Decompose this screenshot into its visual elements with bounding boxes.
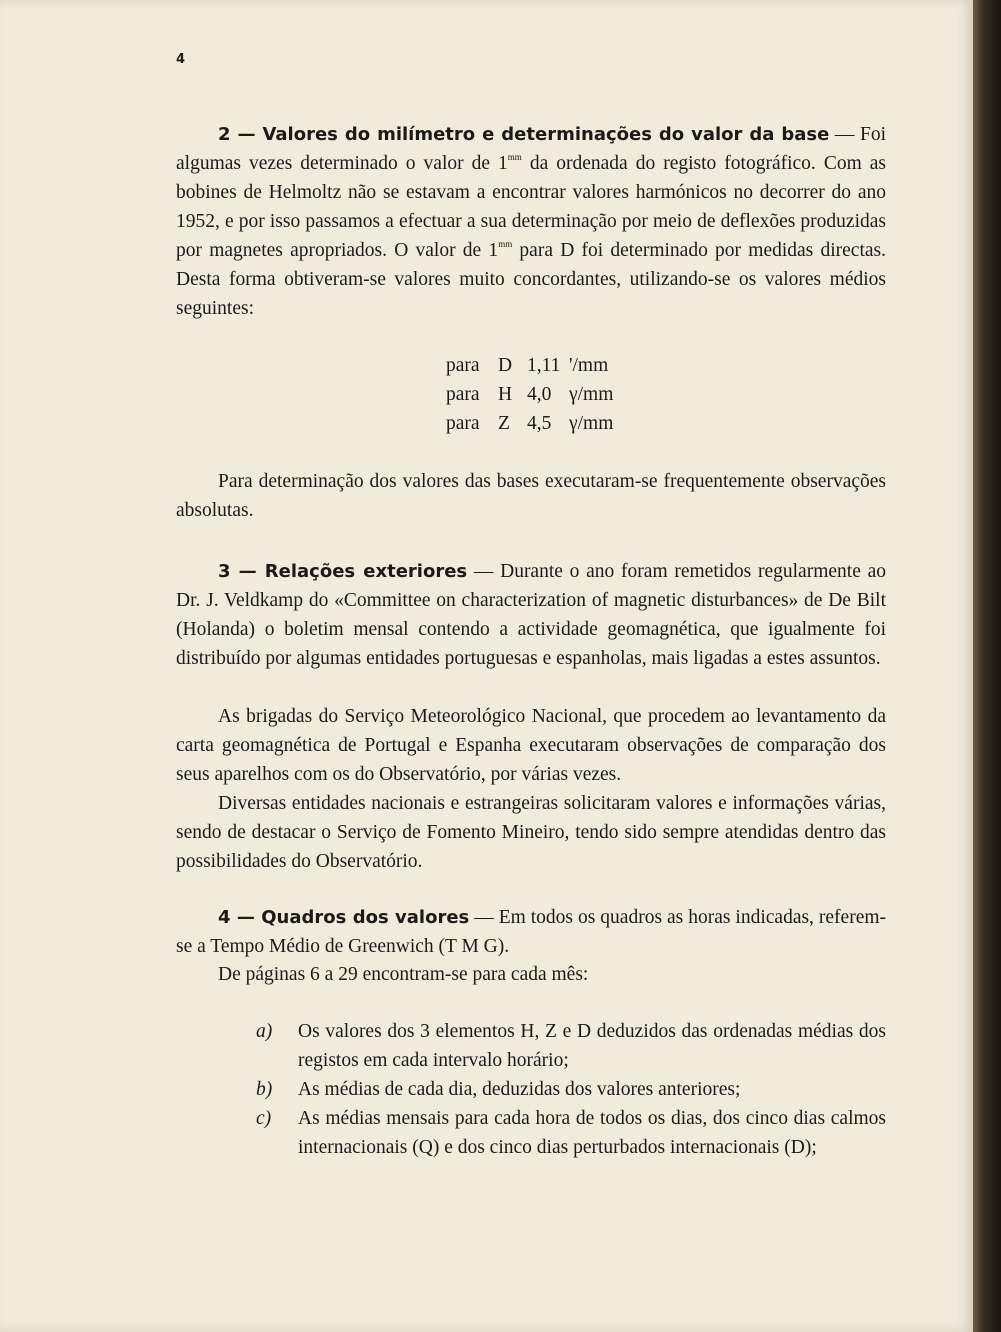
bases-paragraph: Para determinação dos valores das bases executaram-se frequentemente observações absolutas. xyxy=(176,471,886,521)
section-2-paragraph xyxy=(176,120,886,323)
list-item xyxy=(256,1017,886,1075)
section-2-text-a: — Foi algumas vezes determinado o valor de 1 xyxy=(176,124,886,174)
section-3-paragraph-2: As brigadas do Serviço Meteorológico Nacional, que procedem ao levantamento da carta geomagnética de Portugal e Espanha executaram observações de comparação dos seus aparelhos com os do Observatório, por várias vezes. xyxy=(176,706,886,785)
section-4-paragraph-2: De páginas 6 a 29 encontram-se para cada mês: xyxy=(218,964,589,985)
value-element: H xyxy=(498,384,513,405)
value-row-z xyxy=(446,409,613,438)
section-2-text-c: para D foi determinado por medidas directas. Desta forma obtiveram-se valores muito concordantes, utilizando-se os valores médios seguintes: xyxy=(176,240,886,319)
value-unit: γ/mm xyxy=(569,413,614,434)
section-3-paragraph-1 xyxy=(176,557,886,673)
page-number: 4 xyxy=(176,52,186,67)
section-4-heading: 4 — Quadros dos valores xyxy=(218,907,470,928)
book-spine-edge xyxy=(973,0,1001,1332)
section-4-paragraph-1 xyxy=(176,903,886,961)
list-item-text: As médias mensais para cada hora de todos os dias, dos cinco dias calmos internacionais (Q) e dos cinco dias perturbados internacionais (D); xyxy=(298,1108,886,1158)
value-unit: γ/mm xyxy=(569,384,614,405)
section-4-list xyxy=(256,1017,886,1162)
value-prefix: para xyxy=(446,355,480,376)
list-marker: b) xyxy=(256,1079,273,1100)
section-3-heading: 3 — Relações exteriores xyxy=(218,561,468,582)
unit-superscript: mm xyxy=(507,152,522,162)
value-number: 1,11 xyxy=(527,355,561,376)
value-prefix: para xyxy=(446,413,480,434)
value-element: Z xyxy=(498,413,510,434)
list-marker: c) xyxy=(256,1108,272,1129)
list-item-text: As médias de cada dia, deduzidas dos valores anteriores; xyxy=(298,1079,741,1100)
list-item xyxy=(256,1104,886,1162)
value-element: D xyxy=(498,355,513,376)
list-item-text: Os valores dos 3 elementos H, Z e D deduzidos das ordenadas médias dos registos em cada intervalo horário; xyxy=(298,1021,886,1071)
unit-superscript: mm xyxy=(498,239,513,249)
section-4-text: — Em todos os quadros as horas indicadas, referem-se a Tempo Médio de Greenwich (T M G). xyxy=(176,907,887,957)
section-3-paragraph-3: Diversas entidades nacionais e estrangeiras solicitaram valores e informações várias, sendo de destacar o Serviço de Fomento Mineiro, tendo sido sempre atendidas dentro das possibilidades do Observatório. xyxy=(176,793,886,872)
value-prefix: para xyxy=(446,384,480,405)
value-row-d xyxy=(446,351,613,380)
value-number: 4,5 xyxy=(527,413,552,434)
section-3-text: — Durante o ano foram remetidos regularmente ao Dr. J. Veldkamp do «Committee on characterization of magnetic disturbances» de De Bilt (Holanda) o boletim mensal contendo a actividade geomagnética, que igualmente foi distribuído por algumas entidades portuguesas e espanholas, mais ligadas a estes assuntos. xyxy=(176,561,886,669)
list-marker: a) xyxy=(256,1021,273,1042)
section-2-heading: 2 — Valores do milímetro e determinações do valor da base xyxy=(218,124,830,145)
values-table xyxy=(446,351,613,438)
list-item xyxy=(256,1075,886,1104)
value-row-h xyxy=(446,380,613,409)
value-unit: '/mm xyxy=(569,355,609,376)
section-2-text-b: da ordenada do registo fotográfico. Com as bobines de Helmoltz não se estavam a encontrar valores harmónicos no decorrer do ano 1952, e por isso passamos a efectuar a sua determinação por meio de deflexões produzidas por magnetes apropriados. O valor de 1 xyxy=(176,153,886,261)
value-number: 4,0 xyxy=(527,384,552,405)
